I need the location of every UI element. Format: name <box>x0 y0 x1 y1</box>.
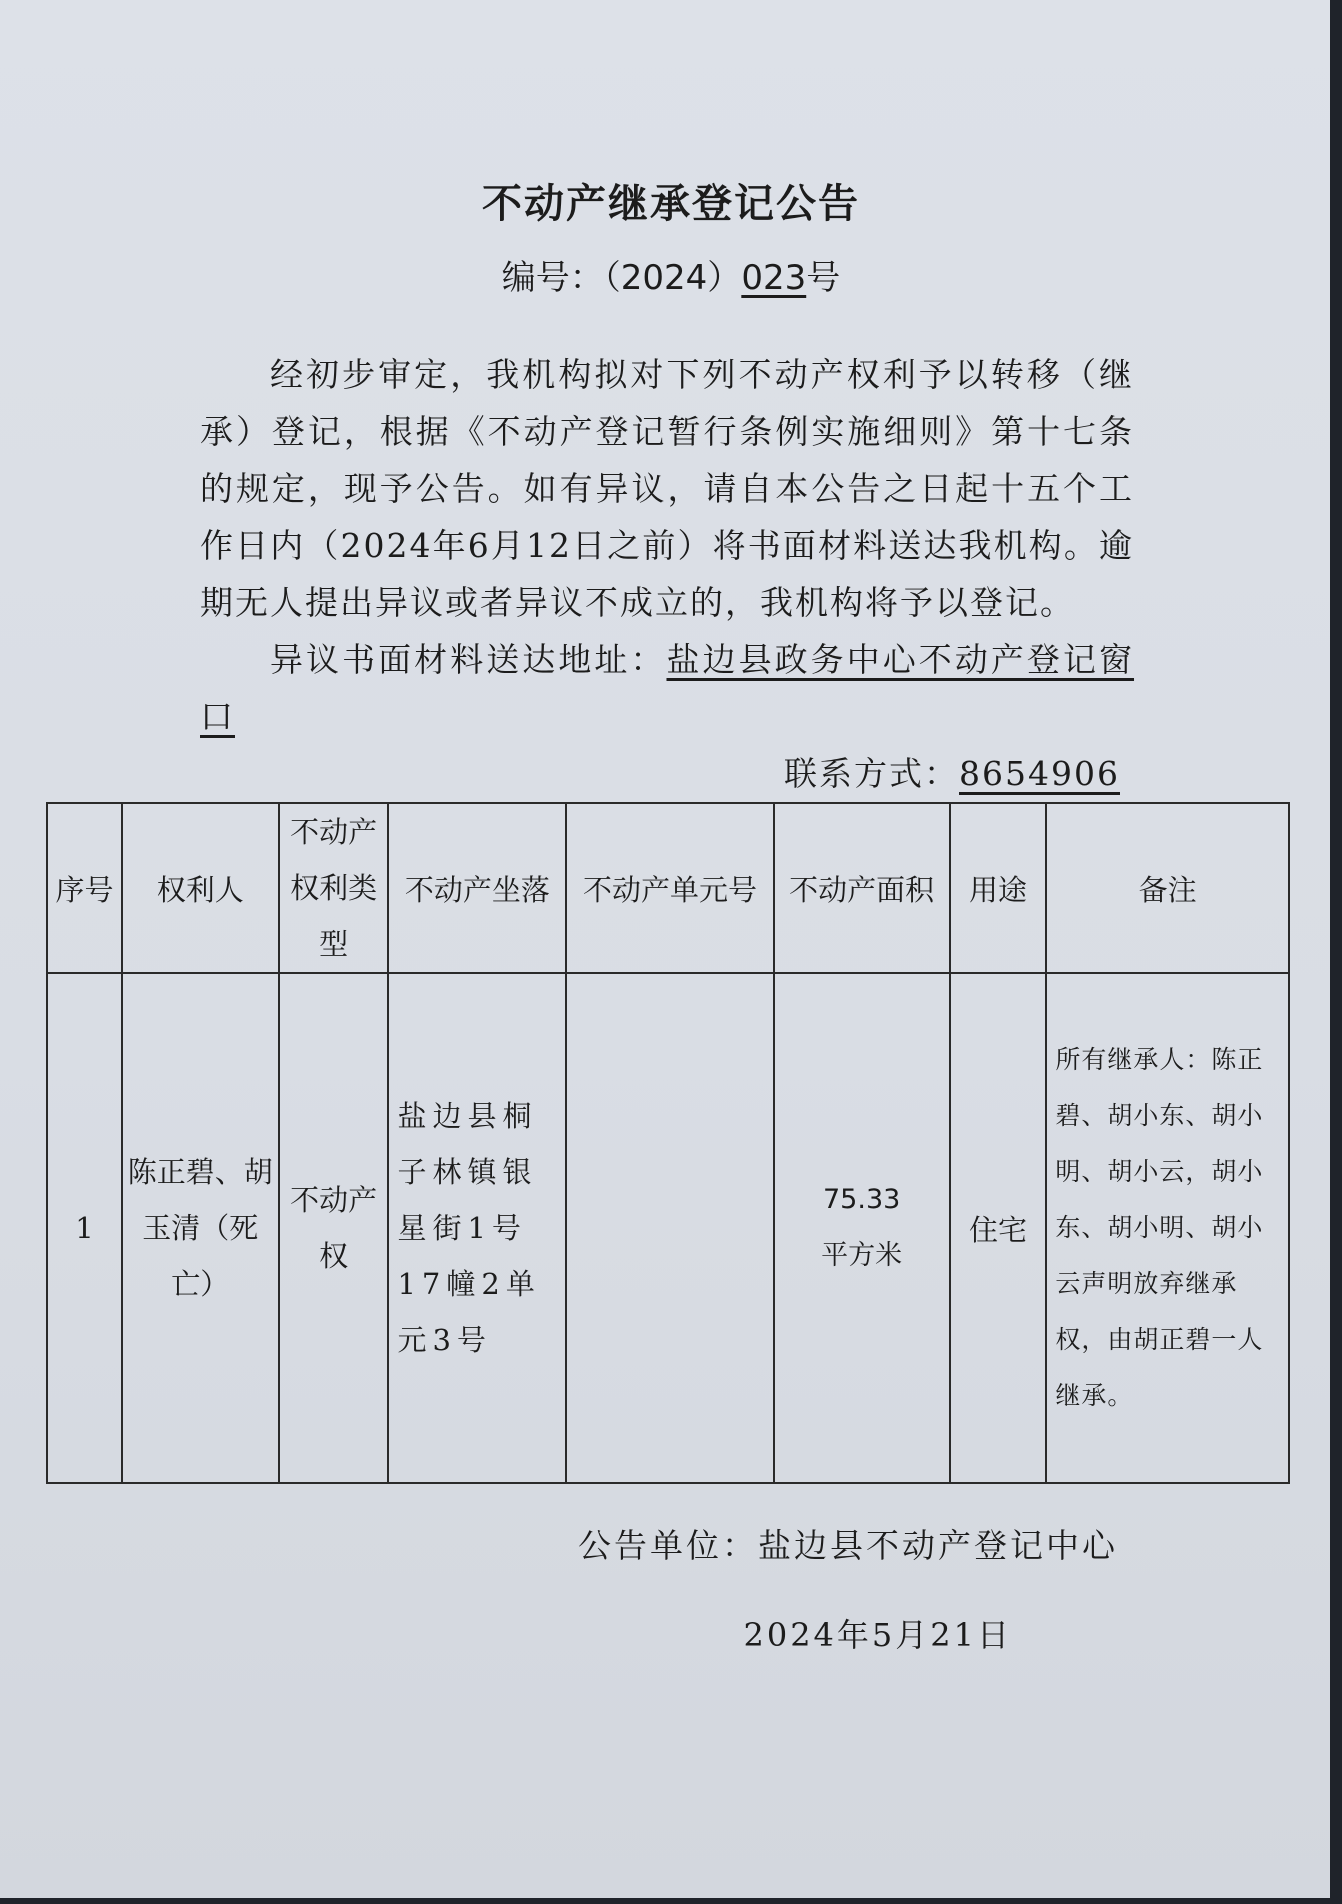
header-area: 不动产面积 <box>774 803 950 973</box>
header-remark: 备注 <box>1046 803 1289 973</box>
cell-holder: 陈正碧、胡玉清（死亡） <box>122 973 279 1483</box>
notice-paragraph: 经初步审定，我机构拟对下列不动产权利予以转移（继承）登记，根据《不动产登记暂行条例实施细则》第十七条的规定，现予公告。如有异议，请自本公告之日起十五个工作日内（2024年6月12日之前）将书面材料送达我机构。逾期无人提出异议或者异议不成立的，我机构将予以登记。 <box>200 355 1134 622</box>
objection-address <box>200 631 1134 745</box>
objection-address-label: 异议书面材料送达地址： <box>270 640 667 679</box>
header-location: 不动产坐落 <box>388 803 566 973</box>
notice-body <box>200 346 1134 745</box>
issue-date: 2024年5月21日 <box>743 1616 1012 1654</box>
cell-remark: 所有继承人：陈正碧、胡小东、胡小明、胡小云，胡小东、胡小明、胡小云声明放弃继承权，由胡正碧一人继承。 <box>1046 973 1289 1483</box>
registration-table <box>46 802 1290 1484</box>
header-unit-no: 不动产单元号 <box>566 803 774 973</box>
objection-address-value: 盐边县政务中心不动产登记窗口 <box>200 640 1135 736</box>
notice-number-prefix: 编号：（2024） <box>501 258 742 298</box>
header-right-type: 不动产权利类型 <box>279 803 389 973</box>
notice-number <box>0 250 1342 299</box>
contact-phone: 8654906 <box>959 754 1120 793</box>
header-usage: 用途 <box>950 803 1047 973</box>
cell-area <box>774 973 950 1483</box>
header-holder: 权利人 <box>122 803 279 973</box>
cell-index: 1 <box>47 973 122 1483</box>
cell-location: 盐边县桐子林镇银星街1号17幢2单元3号 <box>388 973 566 1483</box>
header-index: 序号 <box>47 803 122 973</box>
contact-info <box>784 748 1120 795</box>
cell-area-value: 75.33 <box>823 1184 901 1215</box>
contact-label: 联系方式： <box>784 754 960 793</box>
table-header-row <box>47 803 1289 973</box>
cell-area-unit: 平方米 <box>821 1240 903 1271</box>
table-row <box>47 973 1289 1483</box>
document-title: 不动产继承登记公告 <box>482 181 860 227</box>
cell-usage: 住宅 <box>950 973 1047 1483</box>
issuing-unit: 公告单位：盐边县不动产登记中心 <box>578 1526 1118 1565</box>
cell-right-type: 不动产权 <box>279 973 389 1483</box>
cell-unit-no <box>566 973 774 1483</box>
notice-number-code: 023 <box>741 258 807 298</box>
notice-number-suffix: 号 <box>806 258 841 298</box>
